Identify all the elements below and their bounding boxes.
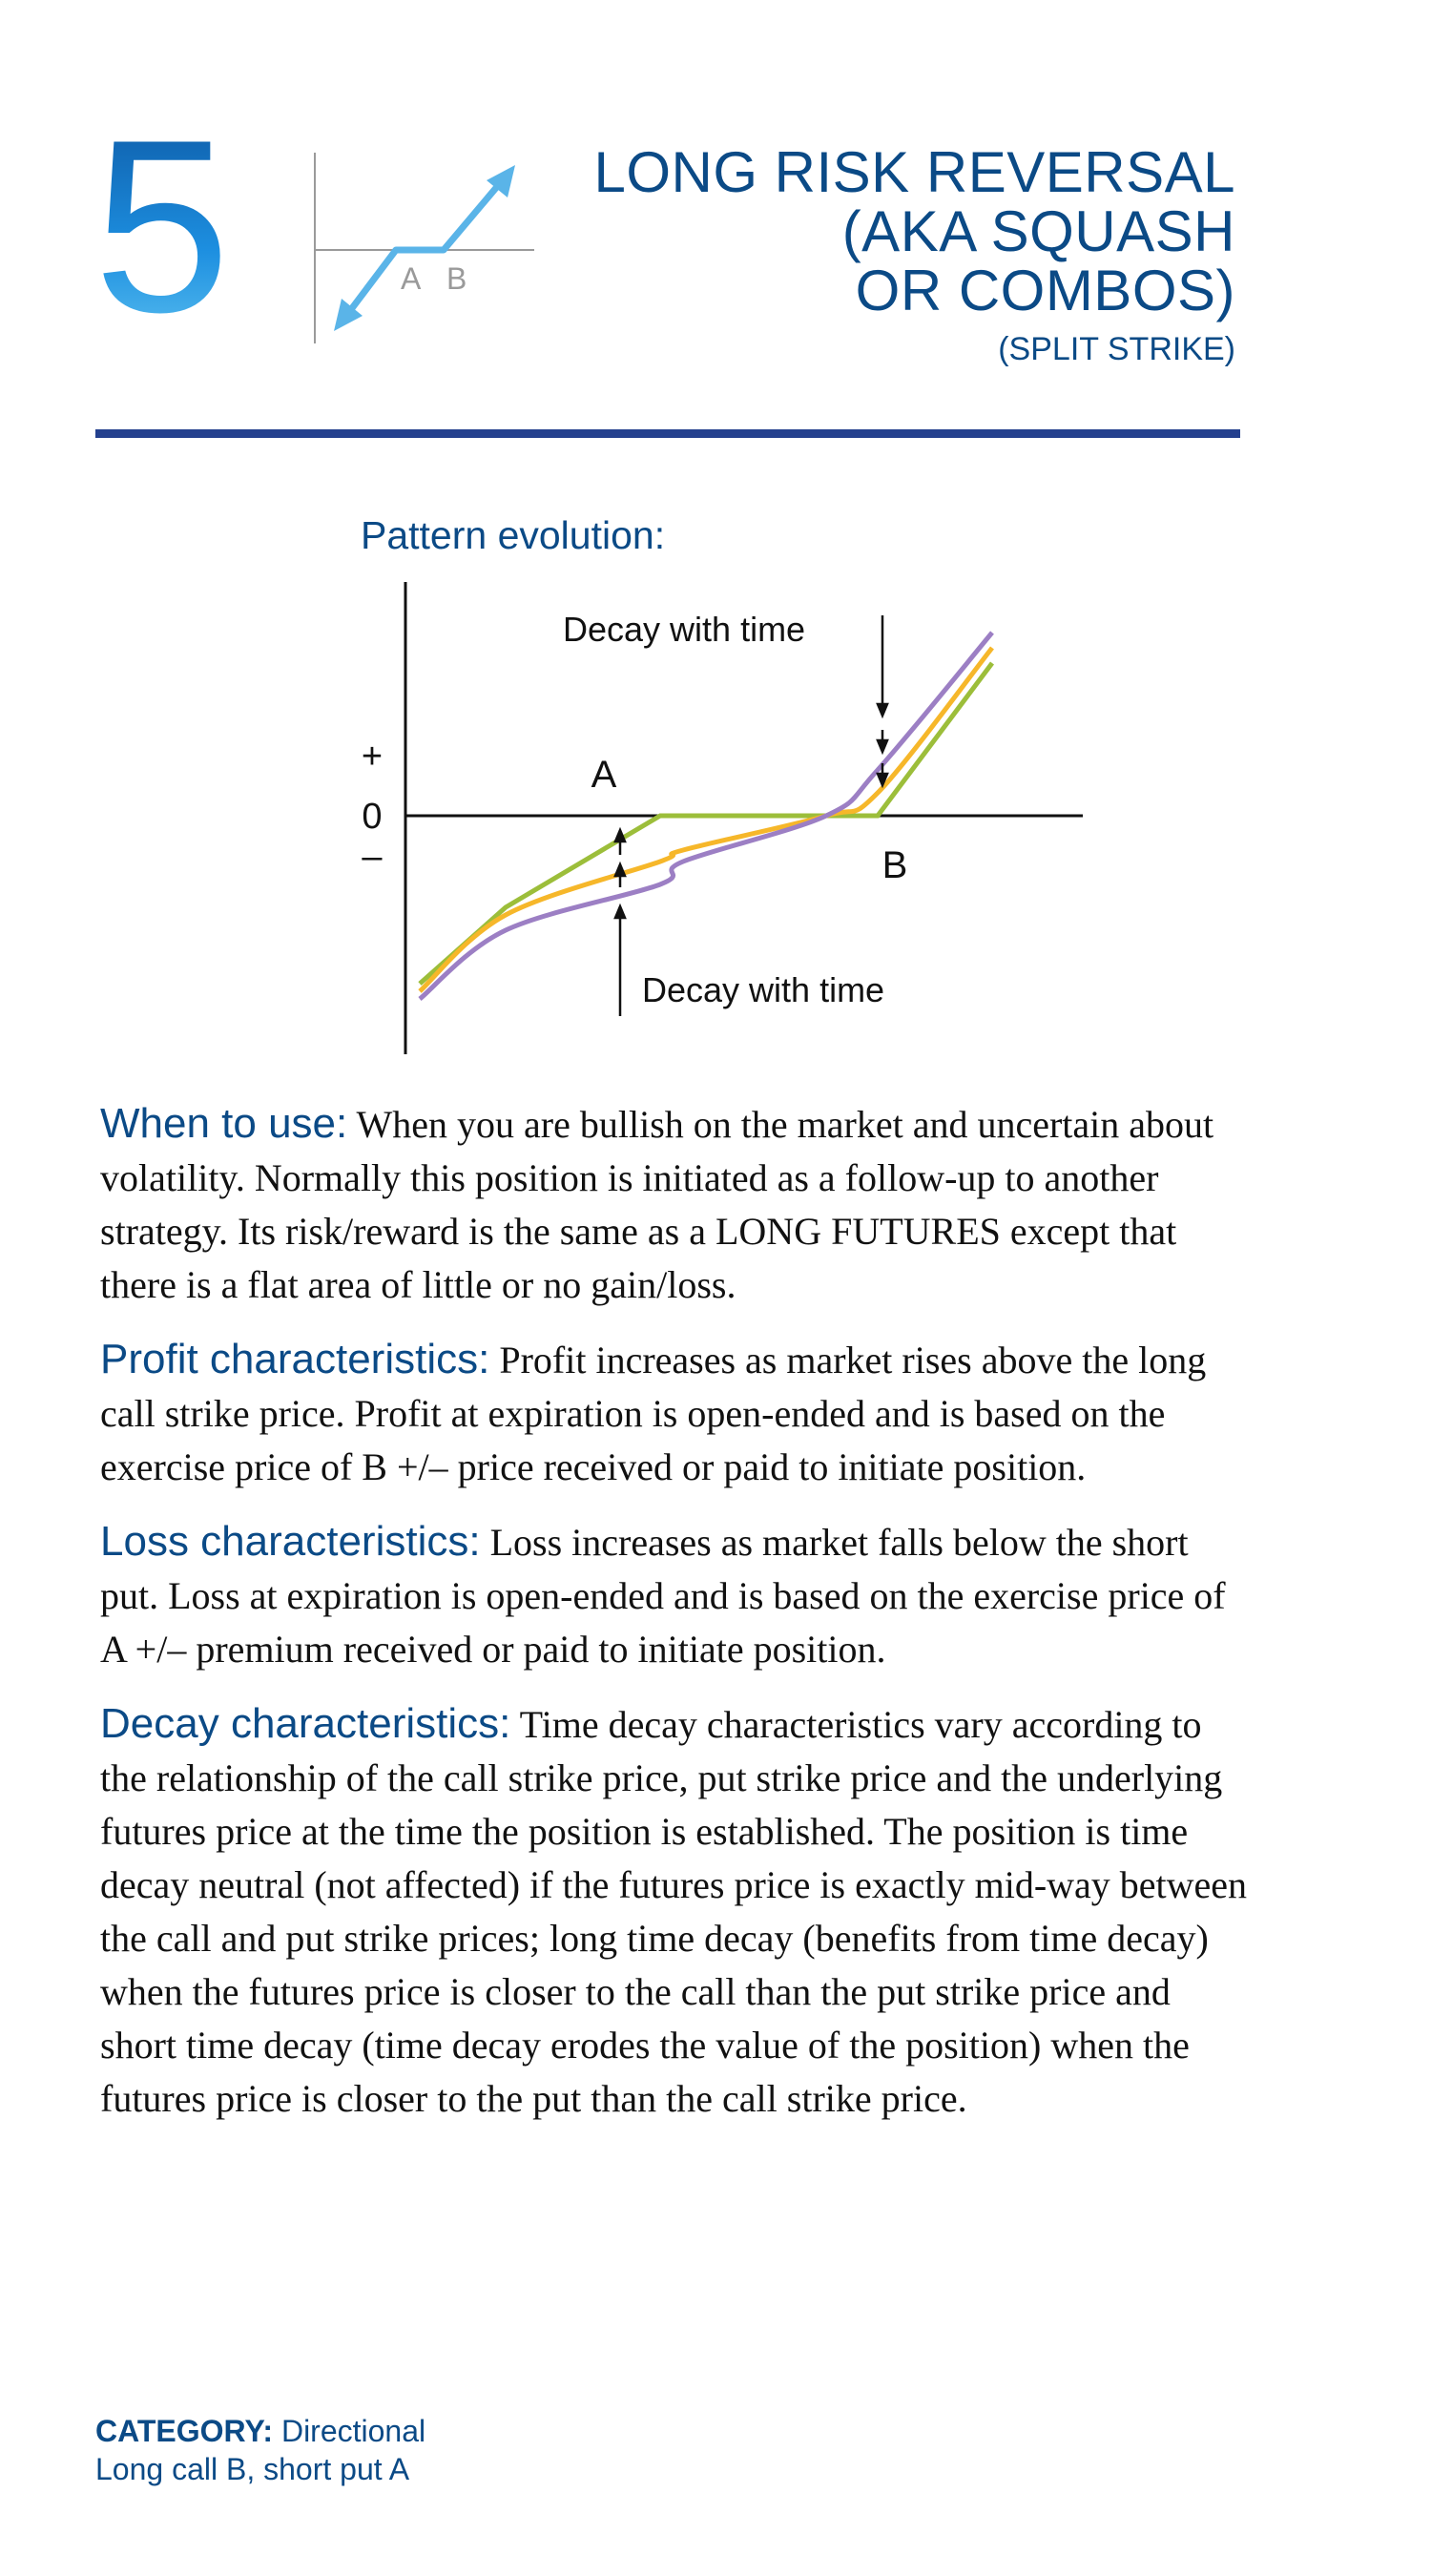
- annotation-decay-bottom: Decay with time: [642, 970, 885, 1009]
- section-heading: Loss characteristics:: [100, 1518, 481, 1565]
- strategy-subtitle: (SPLIT STRIKE): [998, 331, 1235, 367]
- icon-label-b: B: [446, 261, 467, 296]
- decay-arrows-bottom: [615, 830, 625, 1016]
- strategy-number: 5: [93, 88, 231, 364]
- icon-label-a: A: [401, 261, 422, 296]
- y-tick-zero: 0: [362, 797, 383, 837]
- point-label-b: B: [881, 844, 908, 886]
- strategy-description: [100, 1097, 1255, 2147]
- strategy-title: [549, 140, 1235, 370]
- section-text: Time decay characteristics vary according to the relationship of the call strike price, put strike price and the underlying futures price at the time the position is established. The position is time decay neutral (not affected) if the futures price is exactly mid-way between the call and put strike prices; long time decay (benefits from time decay) when the futures price is closer to the call than the put strike price and short time decay (time decay erodes the value of the position) when the futures price is closer to the put than the call strike price.: [100, 1703, 1248, 2120]
- section-text: When you are bullish on the market and uncertain about volatility. Normally this position is initiated as a follow-up to another strategy. Its risk/reward is the same as a LONG FUTURES except that there is a flat area of little or no gain/loss.: [100, 1103, 1214, 1306]
- series-line-orange: [420, 648, 992, 991]
- annotation-decay-top: Decay with time: [563, 610, 806, 649]
- y-tick-plus: +: [361, 737, 384, 777]
- section-heading: When to use:: [100, 1100, 348, 1147]
- header-divider: [95, 429, 1240, 438]
- section-loss: [100, 1515, 1255, 1676]
- pattern-evolution-chart: [343, 572, 1107, 1069]
- section-profit: [100, 1333, 1255, 1494]
- y-tick-minus: –: [362, 837, 383, 877]
- strategy-payoff-icon: [305, 148, 534, 348]
- pattern-evolution-label: Pattern evolution:: [361, 513, 666, 557]
- title-line-2: (AKA SQUASH: [841, 199, 1235, 263]
- section-text: Loss increases as market falls below the short put. Loss at expiration is open-ended and is based on the exercise price of A +/– premium received or paid to initiate position.: [100, 1521, 1226, 1671]
- point-label-a: A: [591, 754, 617, 796]
- category-detail: Long call B, short put A: [95, 2452, 410, 2486]
- category-label: CATEGORY:: [95, 2414, 274, 2448]
- icon-payoff-line: [343, 177, 506, 320]
- section-decay: [100, 1697, 1255, 2126]
- title-line-3: OR COMBOS): [855, 259, 1235, 322]
- section-heading: Decay characteristics:: [100, 1700, 511, 1747]
- title-line-1: LONG RISK REVERSAL: [593, 140, 1235, 204]
- category-value: Directional: [280, 2414, 426, 2448]
- series-line-green: [420, 663, 992, 984]
- section-heading: Profit characteristics:: [100, 1336, 490, 1382]
- section-when-to-use: [100, 1097, 1255, 1312]
- section-text: Profit increases as market rises above the long call strike price. Profit at expiration is open-ended and is based on the exercise price of B +/– price received or paid to initiate position.: [100, 1339, 1207, 1488]
- category-footer: [95, 2412, 425, 2488]
